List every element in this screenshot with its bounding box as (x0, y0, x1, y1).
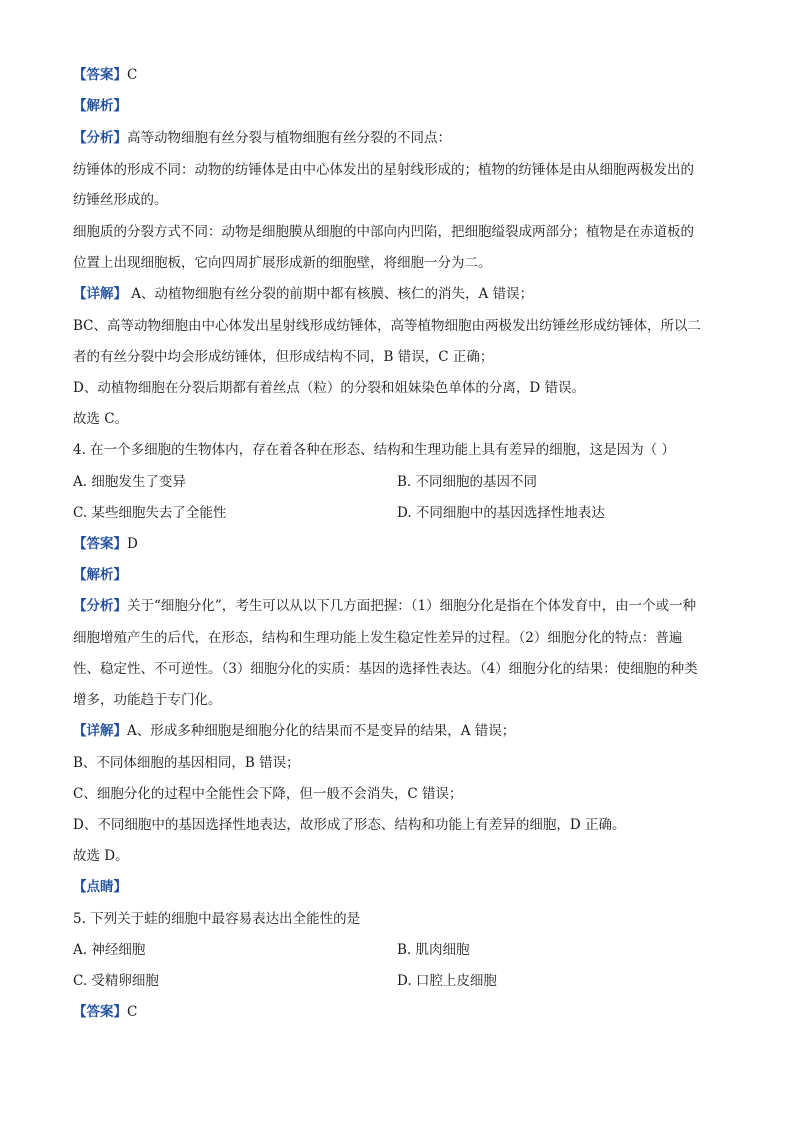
q5-answer-line (73, 1002, 137, 1022)
answer-value: C (127, 1004, 138, 1020)
q3-answer-line (73, 65, 137, 85)
fenxi-text: 高等动物细胞有丝分裂与植物细胞有丝分裂的不同点： (127, 130, 451, 146)
q4-option-b: B. 不同细胞的基因不同 (397, 474, 538, 490)
answer-label: 【答案】 (73, 536, 127, 552)
q3-xiangjie-bc-a: BC、高等动物细胞由中心体发出星射线形成纺锤体，高等植物细胞由两极发出纺锤丝形成纺锤体，所以二 (73, 318, 701, 334)
q4-xiangjie-d: D、不同细胞中的基因选择性地表达，故形成了形态、结构和功能上有差异的细胞，D 正确。 (73, 817, 626, 833)
q4-xiangjie-c: C、细胞分化的过程中全能性会下降，但一般不会消失，C 错误； (73, 786, 463, 802)
q4-fenxi-3: 性、稳定性、不可逆性。（3）细胞分化的实质：基因的选择性表达。（4）细胞分化的结果：使细胞的种类 (73, 661, 698, 677)
q3-paragraph-2a: 细胞质的分裂方式不同：动物是细胞膜从细胞的中部向内凹陷，把细胞缢裂成两部分；植物是在赤道板的 (73, 224, 694, 240)
analysis-label: 【解析】 (73, 98, 127, 114)
q4-option-a: A. 细胞发生了变异 (73, 474, 186, 490)
q5-option-a: A. 神经细胞 (73, 942, 146, 958)
q4-fenxi-2: 细胞增殖产生的后代，在形态，结构和生理功能上发生稳定性差异的过程。（2）细胞分化的特点：普遍 (73, 630, 683, 646)
answer-label: 【答案】 (73, 1004, 127, 1020)
q3-paragraph-1b: 纺锤丝形成的。 (73, 192, 168, 208)
q5-option-d: D. 口腔上皮细胞 (397, 973, 497, 989)
q3-fenxi-line (73, 128, 451, 148)
answer-value: D (127, 536, 138, 552)
q3-paragraph-1a: 纺锤体的形成不同：动物的纺锤体是由中心体发出的星射线形成的；植物的纺锤体是由从细胞两极发出的 (73, 162, 694, 178)
q4-option-d: D. 不同细胞中的基因选择性地表达 (397, 505, 605, 521)
q4-answer-line (73, 534, 138, 554)
q4-conclusion: 故选 D。 (73, 848, 129, 864)
q3-conclusion: 故选 C。 (73, 411, 129, 427)
answer-label: 【答案】 (73, 67, 127, 83)
q4-analysis-line (73, 565, 127, 585)
q4-fenxi-4: 增多，功能趋于专门化。 (73, 692, 222, 708)
q4-option-c: C. 某些细胞失去了全能性 (73, 505, 227, 521)
q4-dianjing-line (73, 877, 127, 897)
q4-xiangjie-line (73, 721, 515, 741)
q3-xiangjie-d: D、动植物细胞在分裂后期都有着丝点（粒）的分裂和姐妹染色单体的分离，D 错误。 (73, 380, 585, 396)
analysis-label: 【解析】 (73, 567, 127, 583)
q5-stem: 5. 下列关于蛙的细胞中最容易表达出全能性的是 (73, 911, 361, 927)
q5-option-c: C. 受精卵细胞 (73, 973, 159, 989)
q3-analysis-line (73, 96, 127, 116)
fenxi-text: 关于“细胞分化”，考生可以从以下几方面把握：（1）细胞分化是指在个体发育中，由一个或一种 (127, 598, 697, 614)
q5-option-b: B. 肌肉细胞 (397, 942, 470, 958)
q4-fenxi-line (73, 596, 696, 616)
q4-xiangjie-b: B、不同体细胞的基因相同，B 错误； (73, 755, 300, 771)
fenxi-label: 【分析】 (73, 598, 127, 614)
xiangjie-text: A、形成多种细胞是细胞分化的结果而不是变异的结果，A 错误； (127, 723, 516, 739)
answer-value: C (127, 67, 138, 83)
xiangjie-label: 【详解】 (73, 723, 127, 739)
xiangjie-text: A、动植物细胞有丝分裂的前期中都有核膜、核仁的消失，A 错误； (127, 286, 534, 302)
q3-paragraph-2b: 位置上出现细胞板，它向四周扩展形成新的细胞壁，将细胞一分为二。 (73, 255, 492, 271)
q4-stem: 4. 在一个多细胞的生物体内，存在着各种在形态、结构和生理功能上具有差异的细胞，这是因为（ ） (73, 442, 675, 458)
fenxi-label: 【分析】 (73, 130, 127, 146)
dianjing-label: 【点睛】 (73, 879, 127, 895)
q3-xiangjie-line (73, 284, 533, 304)
q3-xiangjie-bc-b: 者的有丝分裂中均会形成纺锤体，但形成结构不同，B 错误，C 正确； (73, 349, 494, 365)
xiangjie-label: 【详解】 (73, 286, 127, 302)
